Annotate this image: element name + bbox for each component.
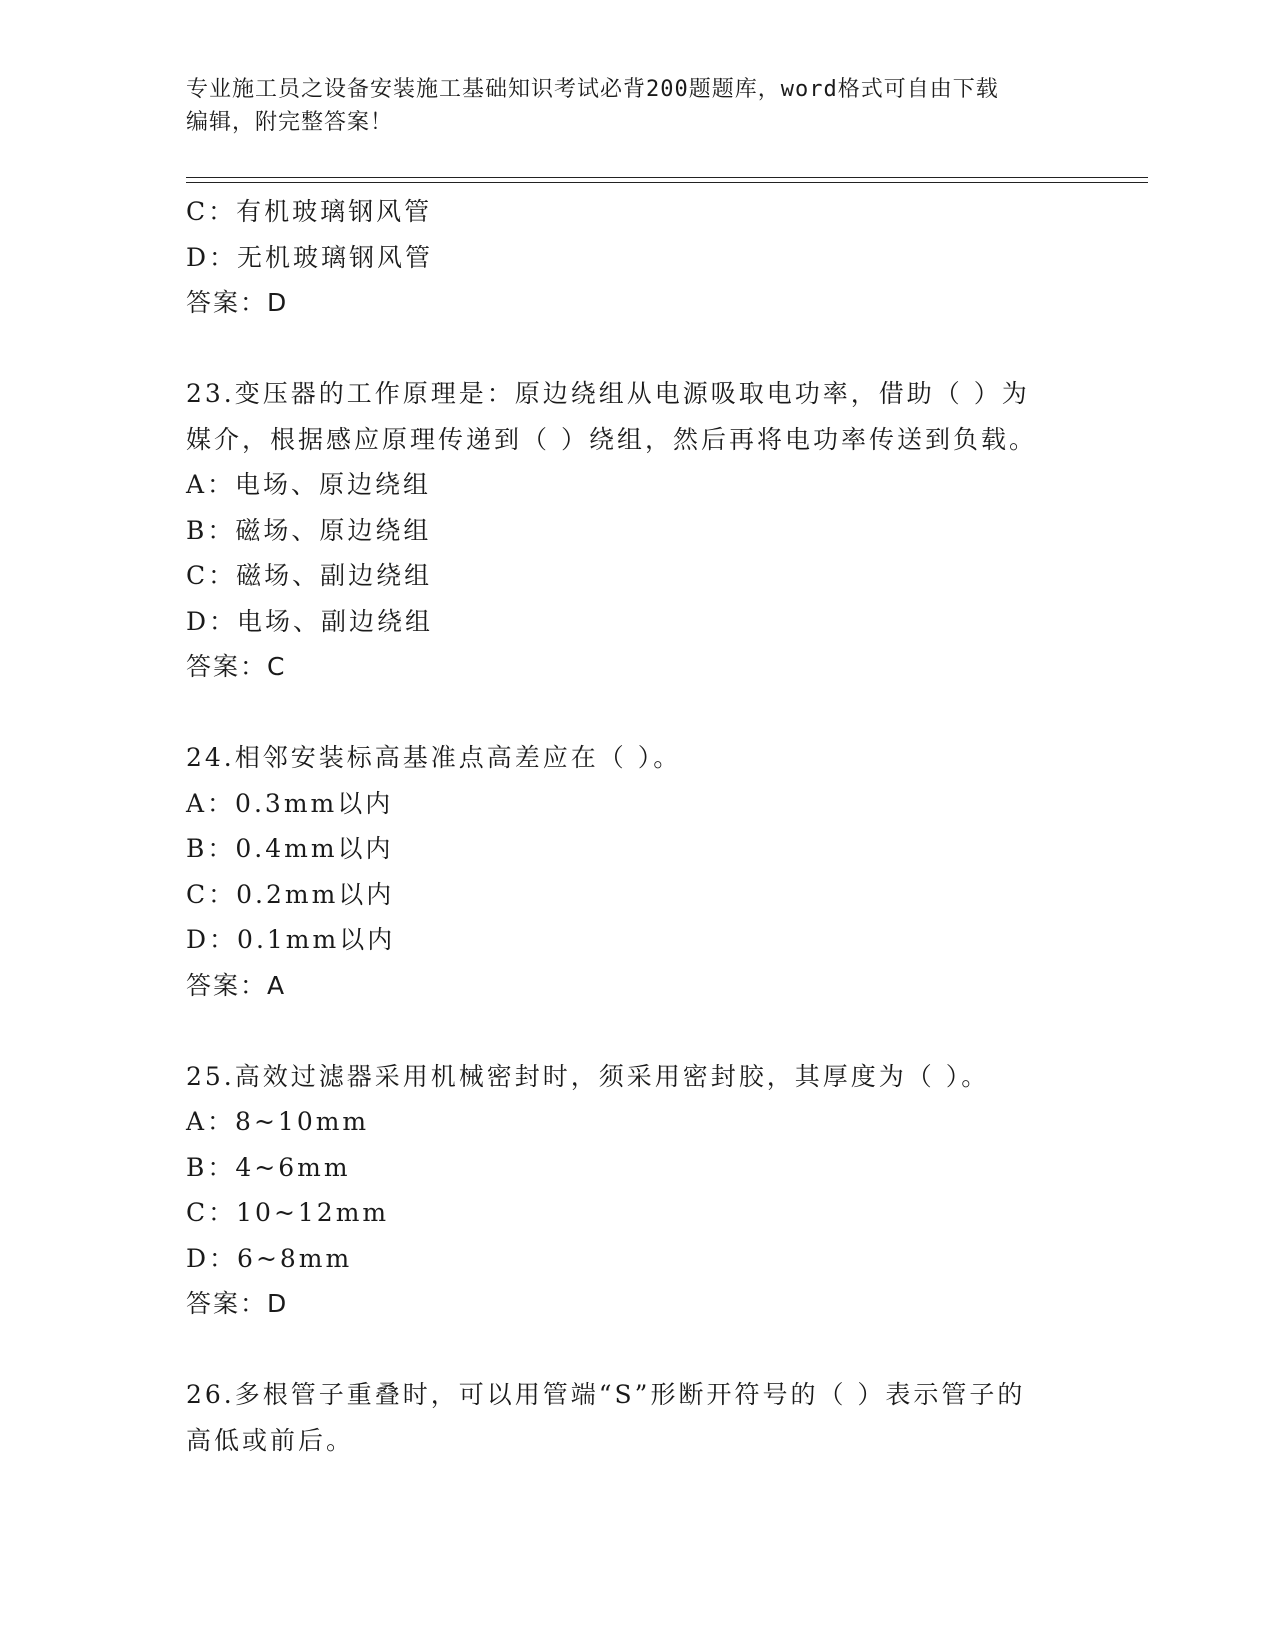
option-a: A：0.3mm以内	[186, 788, 394, 818]
question-stem: 26.多根管子重叠时，可以用管端“S”形断开符号的（ ）表示管子的	[186, 1380, 1026, 1409]
option-a: A：电场、原边绕组	[186, 470, 432, 499]
option-d: D：0.1mm以内	[186, 925, 396, 954]
answer-line: 答案：D	[186, 1289, 289, 1318]
answer-line: 答案：D	[186, 288, 289, 317]
option-c: C：磁场、副边绕组	[186, 561, 433, 590]
option-c: C：有机玻璃钢风管	[186, 197, 433, 226]
question-list	[186, 189, 1086, 1463]
header-divider-top	[186, 177, 1148, 178]
question-26	[186, 1372, 1086, 1463]
option-d: D：无机玻璃钢风管	[186, 242, 434, 272]
question-24	[186, 735, 1086, 1008]
question-stem: 25.高效过滤器采用机械密封时，须采用密封胶，其厚度为（ ）。	[186, 1061, 990, 1091]
option-b: B：0.4mm以内	[186, 834, 394, 863]
header-line-2: 编辑，附完整答案！	[186, 110, 394, 135]
option-c: C：10~12mm	[186, 1198, 390, 1227]
option-d: D：电场、副边绕组	[186, 606, 434, 636]
question-25	[186, 1054, 1086, 1327]
question-23	[186, 371, 1086, 690]
option-d: D：6~8mm	[186, 1243, 353, 1273]
header-line-1: 专业施工员之设备安装施工基础知识考试必背200题题库，word格式可自由下载	[186, 77, 999, 102]
option-a: A：8~10mm	[186, 1107, 370, 1136]
option-b: B：4~6mm	[186, 1152, 351, 1182]
question-stem: 媒介，根据感应原理传递到（ ）绕组，然后再将电功率传送到负载。	[186, 424, 1037, 454]
answer-line: 答案：C	[186, 652, 287, 681]
question-stem: 24.相邻安装标高基准点高差应在（ ）。	[186, 743, 682, 772]
option-b: B：磁场、原边绕组	[186, 515, 432, 545]
previous-question-tail	[186, 189, 1086, 326]
document-header	[186, 73, 1066, 139]
option-c: C：0.2mm以内	[186, 879, 395, 909]
answer-line: 答案：A	[186, 970, 287, 1000]
question-stem: 高低或前后。	[186, 1425, 355, 1455]
header-divider-bottom	[186, 182, 1148, 183]
question-stem: 23.变压器的工作原理是：原边绕组从电源吸取电功率，借助（ ）为	[186, 379, 1030, 408]
